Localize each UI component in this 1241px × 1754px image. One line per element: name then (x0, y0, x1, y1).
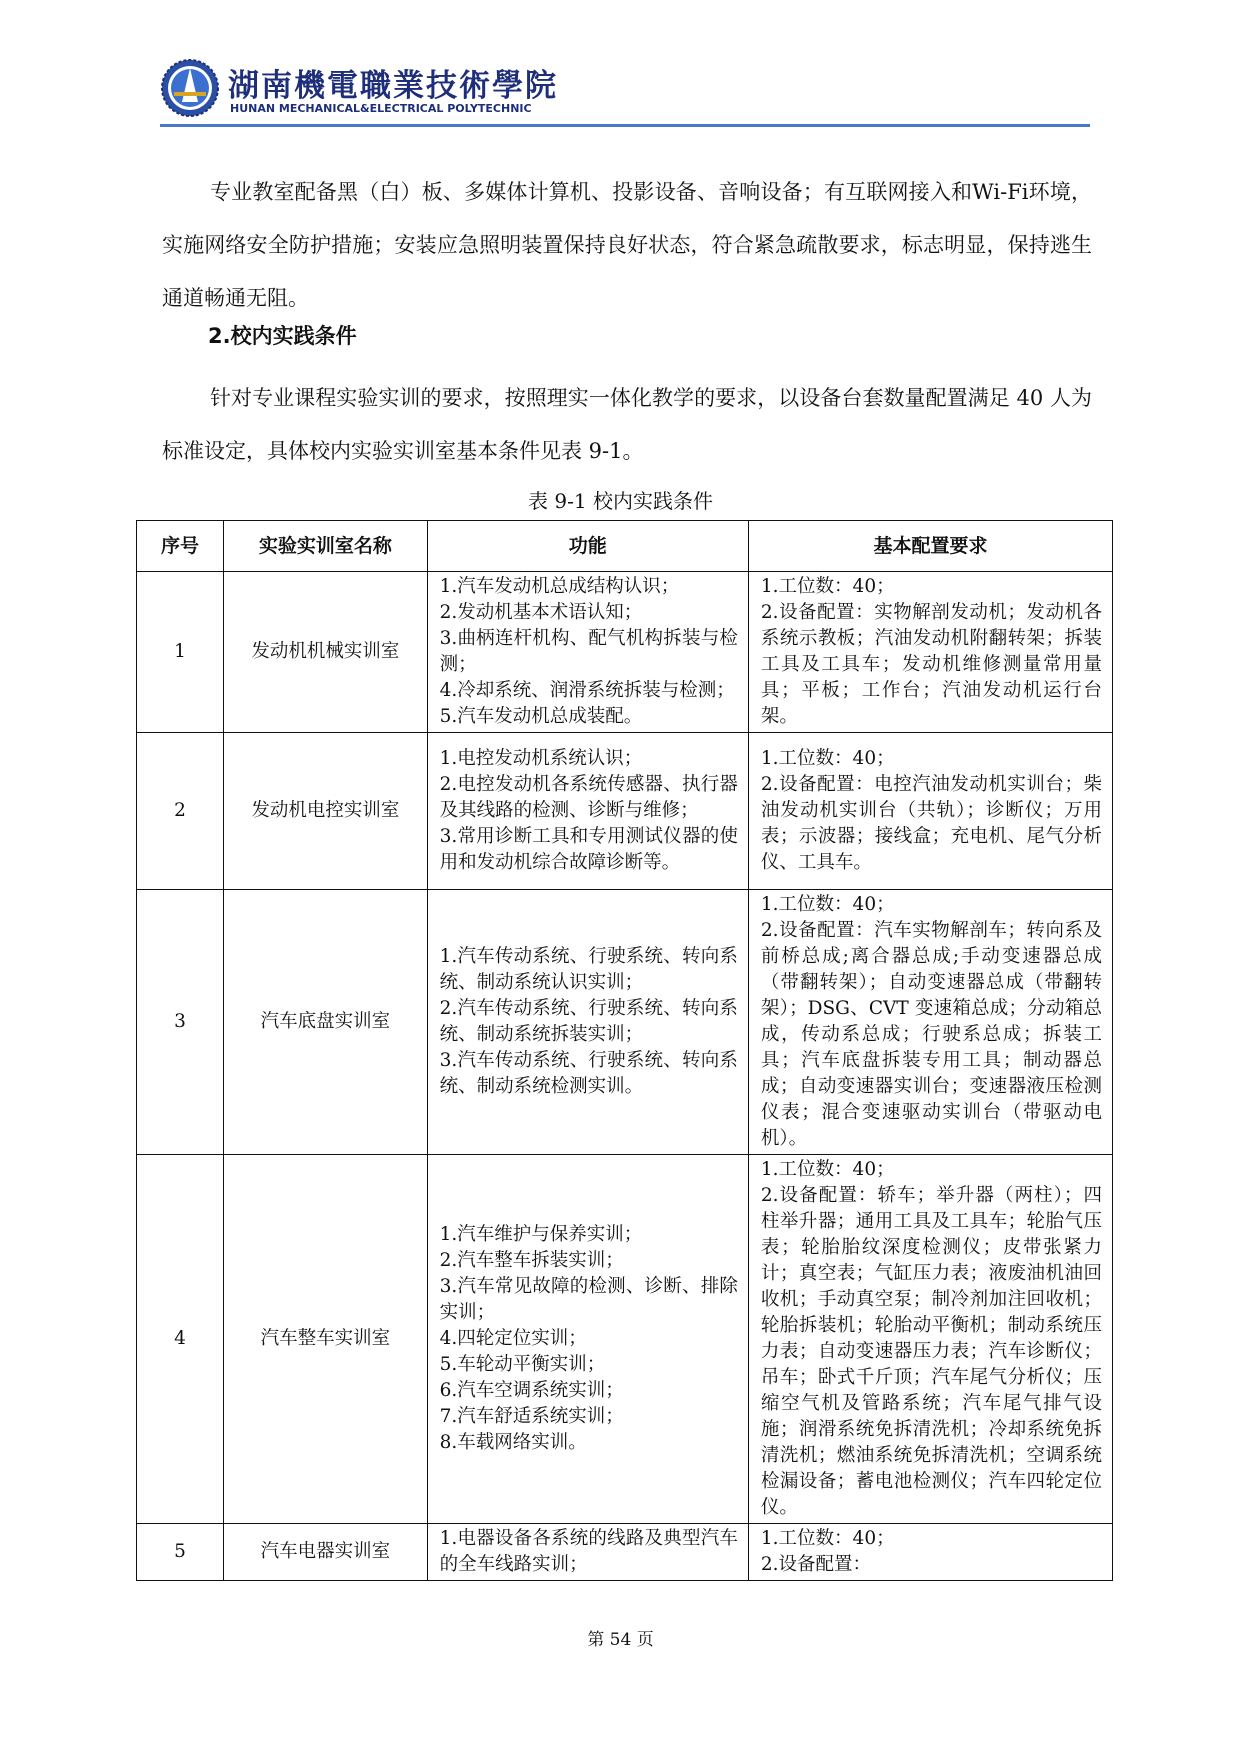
config-item: 1.工位数：40； (760, 894, 895, 915)
room-name: 汽车底盘实训室 (224, 890, 428, 1155)
col-header-no: 序号 (137, 521, 224, 572)
function-item: 3.汽车常见故障的检测、诊断、排除实训； (439, 1276, 738, 1323)
room-functions (427, 1524, 748, 1581)
room-config (748, 890, 1112, 1155)
room-name: 汽车电器实训室 (224, 1524, 428, 1581)
page-header (160, 50, 1090, 126)
table-row (137, 1524, 1113, 1581)
table-caption: 表 9-1 校内实践条件 (528, 489, 713, 513)
row-number: 3 (137, 890, 224, 1155)
config-item: 2.设备配置：轿车；举升器（两柱）；四柱举升器；通用工具及工具车；轮胎气压表；轮胎胎纹深度检测仪；皮带张紧力计；真空表；气缸压力表；液废油机油回收机；手动真空泵；制冷剂加注回收机；轮胎拆装机；轮胎动平衡机；制动系统压力表；自动变速器压力表；汽车诊断仪；吊车；卧式千斤顶；汽车尾气分析仪；压缩空气机及管路系统；汽车尾气排气设施；润滑系统免拆清洗机；冷却系统免拆清洗机；燃油系统免拆清洗机；空调系统检漏设备；蓄电池检测仪；汽车四轮定位仪。 (760, 1185, 1102, 1518)
function-item: 1.汽车传动系统、行驶系统、转向系统、制动系统认识实训； (439, 946, 738, 993)
table-row (137, 733, 1113, 890)
function-item: 3.汽车传动系统、行驶系统、转向系统、制动系统检测实训。 (439, 1050, 738, 1097)
function-item: 1.汽车发动机总成结构认识； (439, 576, 680, 597)
function-item: 5.车轮动平衡实训； (439, 1354, 606, 1375)
function-item: 2.电控发动机各系统传感器、执行器及其线路的检测、诊断与维修； (439, 774, 738, 821)
room-name: 发动机机械实训室 (224, 572, 428, 733)
room-name: 汽车整车实训室 (224, 1155, 428, 1524)
room-config (748, 1524, 1112, 1581)
paragraph-practice: 针对专业课程实验实训的要求，按照理实一体化教学的要求，以设备台套数量配置满足 40 人为标准设定，具体校内实验实训室基本条件见表 9-1。 (162, 386, 1092, 463)
config-item: 1.工位数：40； (760, 576, 895, 597)
room-config (748, 733, 1112, 890)
practice-conditions-table (136, 520, 1113, 1581)
function-item: 3.曲柄连杆机构、配气机构拆装与检测； (439, 628, 738, 675)
paragraph-classroom: 专业教室配备黑（白）板、多媒体计算机、投影设备、音响设备；有互联网接入和Wi-Fi环境，实施网络安全防护措施；安装应急照明装置保持良好状态，符合紧急疏散要求，标志明显，保持逃生通道畅通无阻。 (162, 180, 1092, 310)
function-item: 4.四轮定位实训； (439, 1328, 587, 1349)
room-functions (427, 572, 748, 733)
function-item: 4.冷却系统、润滑系统拆装与检测； (439, 680, 735, 701)
table-header-row (137, 521, 1113, 572)
header-divider (160, 124, 1090, 127)
function-item: 1.汽车维护与保养实训； (439, 1224, 643, 1245)
table-row (137, 890, 1113, 1155)
table-row (137, 572, 1113, 733)
function-item: 8.车载网络实训。 (439, 1432, 587, 1453)
room-config (748, 572, 1112, 733)
room-functions (427, 733, 748, 890)
section-heading: 2.校内实践条件 (208, 324, 357, 348)
school-name-cn: 湖南機電職業技術學院 (228, 68, 558, 104)
col-header-function: 功能 (427, 521, 748, 572)
config-item: 1.工位数：40； (760, 1159, 895, 1180)
config-item: 1.工位数：40； (760, 748, 895, 769)
function-item: 6.汽车空调系统实训； (439, 1380, 624, 1401)
row-number: 5 (137, 1524, 224, 1581)
table-row (137, 1155, 1113, 1524)
college-emblem-icon (160, 58, 220, 118)
config-item: 2.设备配置：电控汽油发动机实训台；柴油发动机实训台（共轨）；诊断仪；万用表；示波器；接线盒；充电机、尾气分析仪、工具车。 (760, 774, 1102, 873)
config-item: 1.工位数：40； (760, 1528, 895, 1549)
function-item: 3.常用诊断工具和专用测试仪器的使用和发动机综合故障诊断等。 (439, 826, 738, 873)
row-number: 2 (137, 733, 224, 890)
row-number: 4 (137, 1155, 224, 1524)
room-name: 发动机电控实训室 (224, 733, 428, 890)
function-item: 7.汽车舒适系统实训； (439, 1406, 624, 1427)
room-config (748, 1155, 1112, 1524)
function-item: 2.汽车传动系统、行驶系统、转向系统、制动系统拆装实训； (439, 998, 738, 1045)
config-item: 2.设备配置： (760, 1554, 872, 1575)
room-functions (427, 890, 748, 1155)
col-header-config: 基本配置要求 (748, 521, 1112, 572)
function-item: 5.汽车发动机总成装配。 (439, 706, 643, 727)
row-number: 1 (137, 572, 224, 733)
function-item: 2.汽车整车拆装实训； (439, 1250, 624, 1271)
col-header-room: 实验实训室名称 (224, 521, 428, 572)
function-item: 1.电控发动机系统认识； (439, 748, 643, 769)
page-number: 第 54 页 (587, 1630, 654, 1650)
config-item: 2.设备配置：汽车实物解剖车；转向系及前桥总成;离合器总成;手动变速器总成（带翻转架）；自动变速器总成（带翻转架）；DSG、CVT 变速箱总成；分动箱总成，传动系总成；行驶系总成；拆装工具；汽车底盘拆装专用工具；制动器总成；自动变速器实训台；变速器液压检测仪表；混合变速驱动实训台（带驱动电机）。 (760, 920, 1102, 1149)
function-item: 2.发动机基本术语认知； (439, 602, 643, 623)
school-name-en: HUNAN MECHANICAL&ELECTRICAL POLYTECHNIC (230, 102, 532, 115)
room-functions (427, 1155, 748, 1524)
function-item: 1.电器设备各系统的线路及典型汽车的全车线路实训； (439, 1528, 738, 1575)
config-item: 2.设备配置：实物解剖发动机；发动机各系统示教板；汽油发动机附翻转架；拆装工具及工具车；发动机维修测量常用量具；平板；工作台；汽油发动机运行台架。 (760, 602, 1102, 727)
